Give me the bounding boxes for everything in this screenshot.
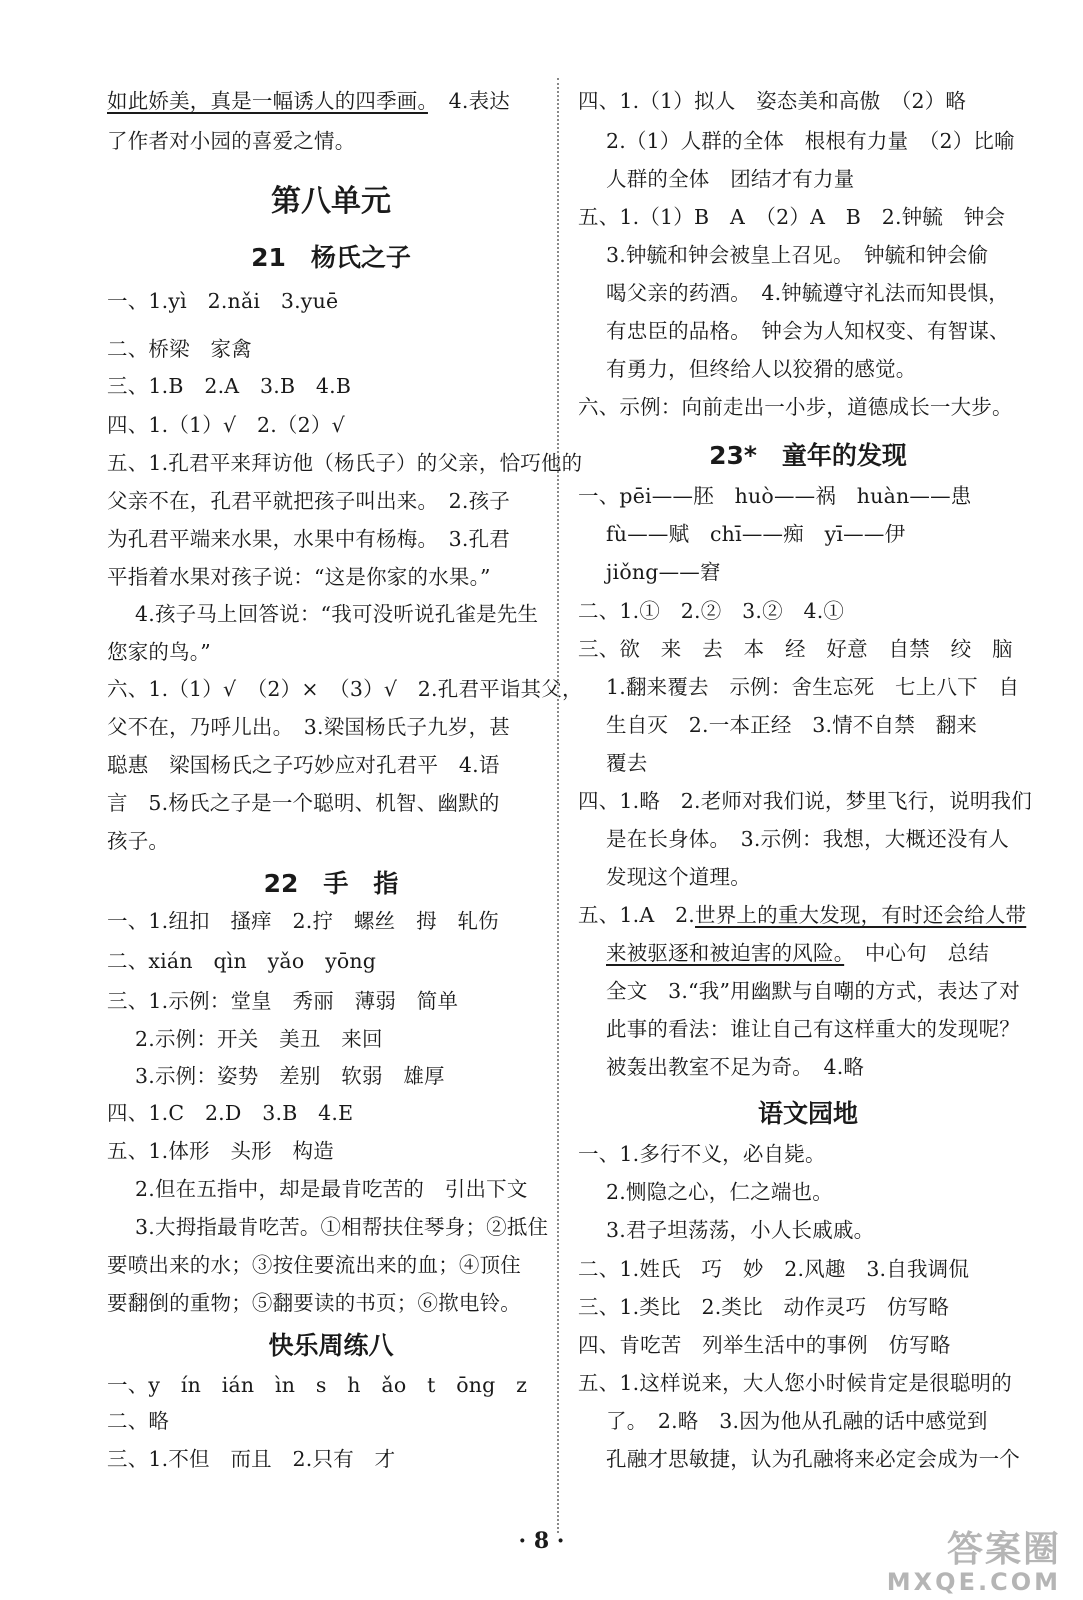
- text-line: jiǒng——窘: [606, 560, 721, 584]
- text-line: 您家的鸟。”: [107, 640, 211, 664]
- text-line: 四、1.C 2.D 3.B 4.E: [107, 1101, 354, 1125]
- text-line: 2.但在五指中，却是最肯吃苦的 引出下文: [135, 1177, 528, 1201]
- text-line: 人群的全体 团结才有力量: [606, 167, 855, 191]
- page-number: · 8 ·: [518, 1528, 565, 1554]
- text-line: 是在长身体。 3.示例：我想，大概还没有人: [606, 827, 1010, 851]
- text-line: 二、xián qìn yǎo yōng: [107, 949, 377, 973]
- text-line: 2.（1）人群的全体 根根有力量 （2）比喻: [606, 129, 1015, 153]
- underlined-sentence: 世界上的重大发现，有时还会给人带: [695, 903, 1027, 927]
- lesson-title-23: 23* 童年的发现: [709, 441, 907, 470]
- lesson-title-22: 22 手 指: [263, 869, 399, 898]
- text-line: 聪惠 梁国杨氏之子巧妙应对孔君平 4.语: [107, 753, 500, 777]
- underlined-sentence: 来被驱逐和被迫害的风险。: [606, 941, 845, 965]
- text-line: 3.钟毓和钟会被皇上召见。 钟毓和钟会偷: [606, 243, 989, 267]
- text-line: 了作者对小园的喜爱之情。: [107, 129, 356, 153]
- text-line: 二、桥梁 家禽: [107, 337, 252, 361]
- watermark-logo: [861, 1530, 1061, 1594]
- text-line: 六、1.（1）√ （2）× （3）√ 2.孔君平诣其父，: [107, 677, 583, 701]
- text-line: 平指着水果对孩子说：“这是你家的水果。”: [107, 565, 491, 589]
- text-line: 来被驱逐和被迫害的风险。 中心句 总结: [606, 941, 990, 965]
- text-line: 一、1.纽扣 搔痒 2.拧 螺丝 拇 轧伤: [107, 909, 499, 933]
- text-line: 五、1.体形 头形 构造: [107, 1139, 334, 1163]
- text-line: 了。 2.略 3.因为他从孔融的话中感觉到: [606, 1409, 988, 1433]
- column-divider: [557, 78, 559, 1533]
- text-line: 五、1.孔君平来拜访他（杨氏子）的父亲，恰巧他的: [107, 451, 583, 475]
- text-line: 要喷出来的水；③按住要流出来的血；④顶住: [107, 1253, 521, 1277]
- text-line: 全文 3.“我”用幽默与自嘲的方式，表达了对: [606, 979, 1020, 1003]
- text-line: 2.恻隐之心，仁之端也。: [606, 1180, 833, 1204]
- text-line: 三、1.类比 2.类比 动作灵巧 仿写略: [578, 1295, 950, 1319]
- text-line: 孩子。: [107, 829, 170, 853]
- text-line: 二、1.姓氏 巧 妙 2.风趣 3.自我调侃: [578, 1257, 970, 1281]
- text-line: 3.示例：姿势 差别 软弱 雄厚: [135, 1064, 445, 1088]
- text-line: 为孔君平端来水果，水果中有杨梅。 3.孔君: [107, 527, 511, 551]
- watermark-url: MXQE.COM: [886, 1568, 1061, 1596]
- text-line: 三、欲 来 去 本 经 好意 自禁 绞 脑: [578, 637, 1013, 661]
- unit-title: 第八单元: [271, 184, 391, 219]
- text-line: 此事的看法：谁让自己有这样重大的发现呢？: [606, 1017, 1020, 1041]
- text-line: 四、1.（1）√ 2.（2）√: [107, 413, 345, 437]
- underlined-sentence: 如此娇美，真是一幅诱人的四季画。: [107, 89, 428, 113]
- text-line: 4.孩子马上回答说：“我可没听说孔雀是先生: [135, 602, 539, 626]
- text-line: 2.示例：开关 美丑 来回: [135, 1027, 383, 1051]
- text-line: 生自灭 2.一本正经 3.情不自禁 翻来: [606, 713, 978, 737]
- text-line: 四、肯吃苦 列举生活中的事例 仿写略: [578, 1333, 951, 1357]
- text-line: 覆去: [606, 751, 648, 775]
- text-line: 父亲不在，孔君平就把孩子叫出来。 2.孩子: [107, 489, 511, 513]
- text-line: 二、1.① 2.② 3.② 4.①: [578, 599, 845, 623]
- chinese-garden-title: 语文园地: [757, 1099, 858, 1128]
- text-line: 三、1.B 2.A 3.B 4.B: [107, 374, 352, 398]
- text-line: 四、1.略 2.老师对我们说，梦里飞行，说明我们: [578, 789, 1032, 813]
- text-line: 三、1.示例：堂皇 秀丽 薄弱 简单: [107, 989, 459, 1013]
- text-line: 被轰出教室不足为奇。 4.略: [606, 1055, 865, 1079]
- text-line: 一、y ín ián ìn s h ǎo t ōng z: [107, 1373, 528, 1397]
- text-line: 五、1.（1）B A （2）A B 2.钟毓 钟会: [578, 205, 1006, 229]
- text-line: 有勇力，但终给人以狡猾的感觉。: [606, 357, 917, 381]
- text-line: 3.大拇指最肯吃苦。①相帮扶住琴身；②抵住: [135, 1215, 549, 1239]
- text-line: 五、1.A 2.世界上的重大发现，有时还会给人带: [578, 903, 1027, 927]
- weekly-practice-title: 快乐周练八: [268, 1331, 394, 1360]
- text-line: fù——赋 chī——痴 yī——伊: [606, 522, 906, 546]
- text-line: 如此娇美，真是一幅诱人的四季画。 4.表达: [107, 89, 511, 113]
- lesson-title-21: 21 杨氏之子: [251, 243, 411, 272]
- text-line: 五、1.这样说来，大人您小时候肯定是很聪明的: [578, 1371, 1012, 1395]
- text-line: 父不在，乃呼儿出。 3.梁国杨氏子九岁，甚: [107, 715, 511, 739]
- text-line: 3.君子坦荡荡，小人长戚戚。: [606, 1218, 875, 1242]
- text-line: 一、pēi——胚 huò——祸 huàn——患: [578, 484, 972, 508]
- text-line: 六、示例：向前走出一小步，道德成长一大步。: [578, 395, 1013, 419]
- text-line: 孔融才思敏捷，认为孔融将来必定会成为一个: [606, 1447, 1020, 1471]
- text-line: 1.翻来覆去 示例：舍生忘死 七上八下 自: [606, 675, 1020, 699]
- text-line: 有忠臣的品格。 钟会为人知权变、有智谋、: [606, 319, 1010, 343]
- text-line: 四、1.（1）拟人 姿态美和高傲 （2）略: [578, 89, 967, 113]
- text-line: 发现这个道理。: [606, 865, 751, 889]
- watermark-text: 答案圈: [946, 1529, 1061, 1570]
- text-line: 二、略: [107, 1409, 170, 1433]
- text-line: 喝父亲的药酒。 4.钟毓遵守礼法而知畏惧，: [606, 281, 1010, 305]
- text-line: 言 5.杨氏之子是一个聪明、机智、幽默的: [107, 791, 500, 815]
- text-line: 一、1.多行不义，必自毙。: [578, 1142, 826, 1166]
- text-line: 要翻倒的重物；⑤翻要读的书页；⑥揿电铃。: [107, 1291, 521, 1315]
- text-line: 一、1.yì 2.nǎi 3.yuē: [107, 289, 339, 313]
- text-line: 三、1.不但 而且 2.只有 才: [107, 1447, 396, 1471]
